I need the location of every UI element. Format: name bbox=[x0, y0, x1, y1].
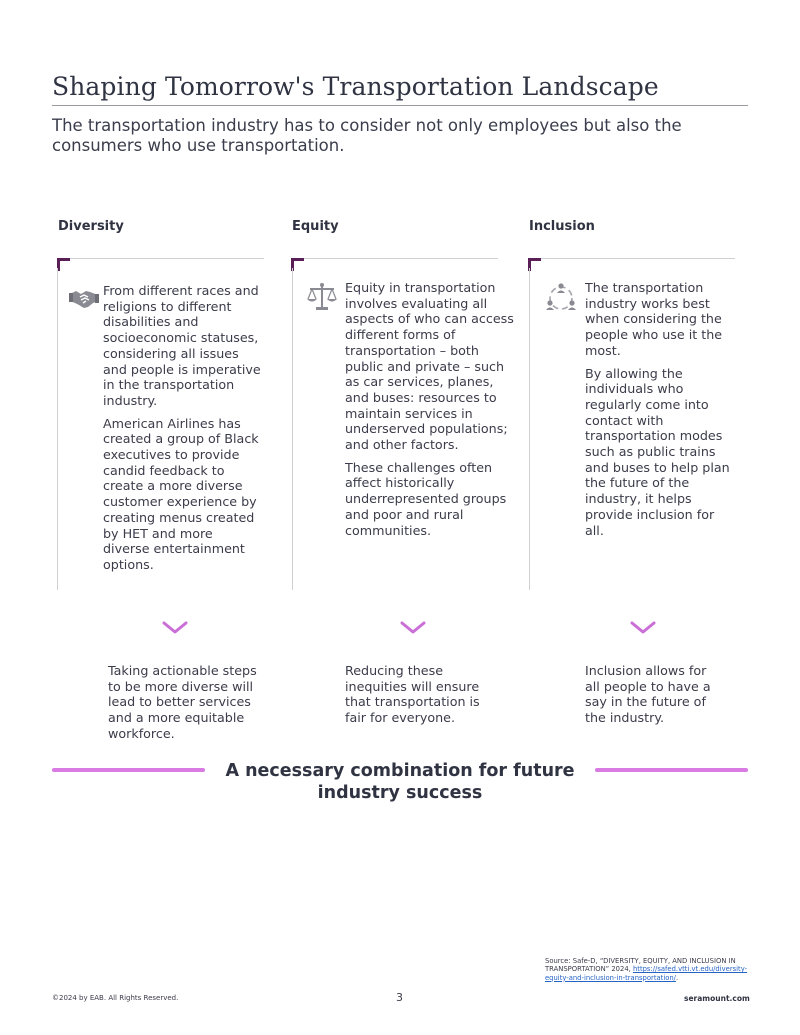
equity-paragraph: Equity in transportation involves evaluating all aspects of who can access different forms of transportation – both public and private – such as car services, planes, and buses: resources to maintain services in underserved populations; and other factors. bbox=[345, 280, 514, 453]
people-circle-icon bbox=[545, 282, 577, 314]
page-title: Shaping Tomorrow's Transportation Landscape bbox=[52, 72, 659, 101]
inclusion-description bbox=[585, 280, 735, 545]
handshake-icon bbox=[68, 282, 100, 314]
accent-bar-right bbox=[595, 768, 748, 772]
column-heading-inclusion: Inclusion bbox=[529, 219, 595, 234]
source-text: Source: Safe-D, “DIVERSITY, EQUITY, AND INCLUSION IN TRANSPORTATION” 2024, bbox=[545, 957, 736, 974]
diversity-paragraph: American Airlines has created a group of Black executives to provide candid feedback to create a more diverse customer experience by creating menus created by HET and more diverse entertainment options. bbox=[103, 415, 259, 572]
corner-accent bbox=[57, 258, 70, 271]
column-heading-rule bbox=[58, 258, 264, 259]
combination-statement: A necessary combination for future industry success bbox=[225, 761, 575, 803]
footer-site: seramount.com bbox=[684, 994, 750, 1003]
column-vertical-rule bbox=[57, 268, 58, 590]
diversity-outcome: Taking actionable steps to be more diverse will lead to better services and a more equitable workforce. bbox=[108, 663, 257, 741]
page-subtitle: The transportation industry has to consider not only employees but also the consumers who use transportation. bbox=[52, 116, 682, 155]
column-vertical-rule bbox=[529, 268, 530, 590]
chevron-down-icon bbox=[629, 620, 657, 636]
equity-description bbox=[345, 280, 517, 545]
source-citation bbox=[545, 957, 755, 982]
inclusion-outcome: Inclusion allows for all people to have a say in the future of the industry. bbox=[585, 663, 711, 726]
scales-icon bbox=[306, 281, 338, 313]
inclusion-paragraph: The transportation industry works best when considering the people who use it the most. bbox=[585, 280, 723, 358]
title-divider bbox=[52, 105, 748, 106]
inclusion-paragraph: By allowing the individuals who regularly come into contact with transportation modes such as public trains and buses to help plan the future of the industry, it helps provide inclusion for all. bbox=[585, 365, 730, 538]
equity-paragraph: These challenges often affect historically underrepresented groups and poor and rural communities. bbox=[345, 459, 507, 538]
chevron-down-icon bbox=[161, 620, 189, 636]
accent-bar-left bbox=[52, 768, 205, 772]
diversity-paragraph: From different races and religions to different disabilities and socioeconomic statuses, considering all issues and people is imperative in the transportation industry. bbox=[103, 283, 261, 408]
column-heading-rule bbox=[529, 258, 735, 259]
column-heading-rule bbox=[292, 258, 498, 259]
diversity-description bbox=[103, 283, 263, 580]
chevron-down-icon bbox=[399, 620, 427, 636]
source-suffix: . bbox=[675, 973, 679, 982]
column-heading-diversity: Diversity bbox=[58, 219, 124, 234]
page-number: 3 bbox=[396, 991, 403, 1004]
footer-copyright: ©2024 by EAB. All Rights Reserved. bbox=[52, 994, 179, 1002]
source-link[interactable]: https://safed.vtti.vt.edu/diversity-equity-and-inclusion-in-transportation/ bbox=[545, 965, 748, 982]
column-vertical-rule bbox=[292, 268, 293, 590]
equity-outcome: Reducing these inequities will ensure that transportation is fair for everyone. bbox=[345, 663, 480, 726]
column-heading-equity: Equity bbox=[292, 219, 339, 234]
